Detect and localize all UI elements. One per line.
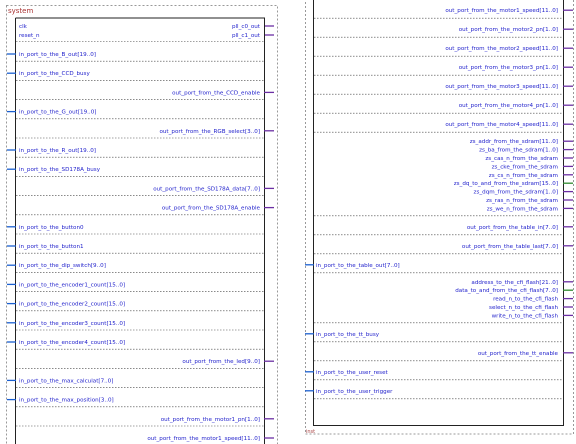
port-label: in_port_to_the_tt_busy [316,331,380,338]
port-label: in_port_to_the_encoder2_count[15..0] [19,301,126,308]
pll-c0-output-label: pll_c0_out [231,24,260,30]
port-label: in_port_to_the_G_out[19..0] [19,109,97,116]
port-label: address_to_the_cfi_flash[21..0] [471,279,558,286]
port-label: zs_addr_from_the_sdram[11..0] [469,139,558,146]
port-label: out_port_from_the_motor2_pn[1..0] [458,27,558,34]
pll-c1-output-label: pll_c1_out [231,33,260,39]
port-label: zs_cas_n_from_the_sdram [485,156,558,162]
clk-input-label: clk [19,24,27,30]
port-label: in_port_to_the_user_trigger [316,388,393,395]
port-label: out_port_from_the_motor4_pn[1..0] [458,103,558,110]
block-title: system [8,7,34,15]
port-label: zs_ras_n_from_the_sdram [486,198,558,204]
port-label: out_port_from_the_motor1_speed[11..0] [147,436,260,442]
port-label: in_port_to_the_B_out[19..0] [19,52,96,58]
port-label: in_port_to_the_button0 [19,224,84,231]
port-label: out_port_from_the_RGB_select[3..0] [159,128,260,135]
port-label: out_port_from_the_motor2_speed[11..0] [445,46,558,53]
port-label: out_port_from_the_CCD_enable [172,90,260,97]
port-label: in_port_to_the_R_out[19..0] [19,148,96,154]
port-label: in_port_to_the_user_reset [316,369,388,376]
port-label: select_n_to_the_cfi_flash [489,305,558,311]
port-label: read_n_to_the_cfi_flash [493,296,558,303]
port-label: in_port_to_the_SD178A_busy [19,167,101,174]
port-label: zs_cs_n_from_the_sdram [488,172,558,179]
port-label: out_port_from_the_tt_enable [477,350,558,357]
instance-label: inst [306,429,316,435]
port-label: zs_dq_to_and_from_the_sdram[15..0] [453,181,558,188]
port-label: out_port_from_the_SD178A_data[7..0] [153,186,260,193]
port-label: in_port_to_the_max_calculat[7..0] [19,378,114,385]
port-label: in_port_to_the_button1 [19,244,84,250]
port-label: out_port_from_the_motor1_pn[1..0] [160,416,260,423]
port-label: in_port_to_the_dip_switch[9..0] [19,263,106,270]
port-label: out_port_from_the_motor1_speed[11..0] [445,8,558,15]
port-label: out_port_from_the_led[9..0] [182,359,260,366]
port-label: in_port_to_the_encoder4_count[15..0] [19,340,126,346]
reset-input-label: reset_n [19,33,40,39]
port-label: out_port_from_the_motor3_speed[11..0] [445,84,558,91]
port-label: out_port_from_the_table_last[7..0] [461,243,558,250]
port-label: zs_cke_from_the_sdram [491,164,558,171]
left-port-rows [7,52,274,444]
port-label: out_port_from_the_table_in[7..0] [466,224,558,231]
port-label: in_port_to_the_encoder1_count[15..0] [19,282,126,289]
port-label: in_port_to_the_encoder3_count[15..0] [19,320,126,327]
port-label: zs_we_n_from_the_sdram [486,206,558,213]
port-label: in_port_to_the_max_position[3..0] [19,397,114,404]
port-label: in_port_to_the_table_out[7..0] [316,262,400,269]
port-label: out_port_from_the_SD178A_enable [161,205,260,212]
port-label: write_n_to_the_cfi_flash [491,313,558,320]
port-label: zs_ba_from_the_sdram[1..0] [479,147,558,154]
port-label: zs_dqm_from_the_sdram[1..0] [473,189,558,196]
right-port-rows [305,8,573,399]
port-label: data_to_and_from_the_cfi_flash[7..0] [455,288,558,295]
port-label: out_port_from_the_motor4_speed[11..0] [445,122,558,129]
port-label: out_port_from_the_motor3_pn[1..0] [458,65,558,72]
port-label: in_port_to_the_CCD_busy [19,71,90,78]
